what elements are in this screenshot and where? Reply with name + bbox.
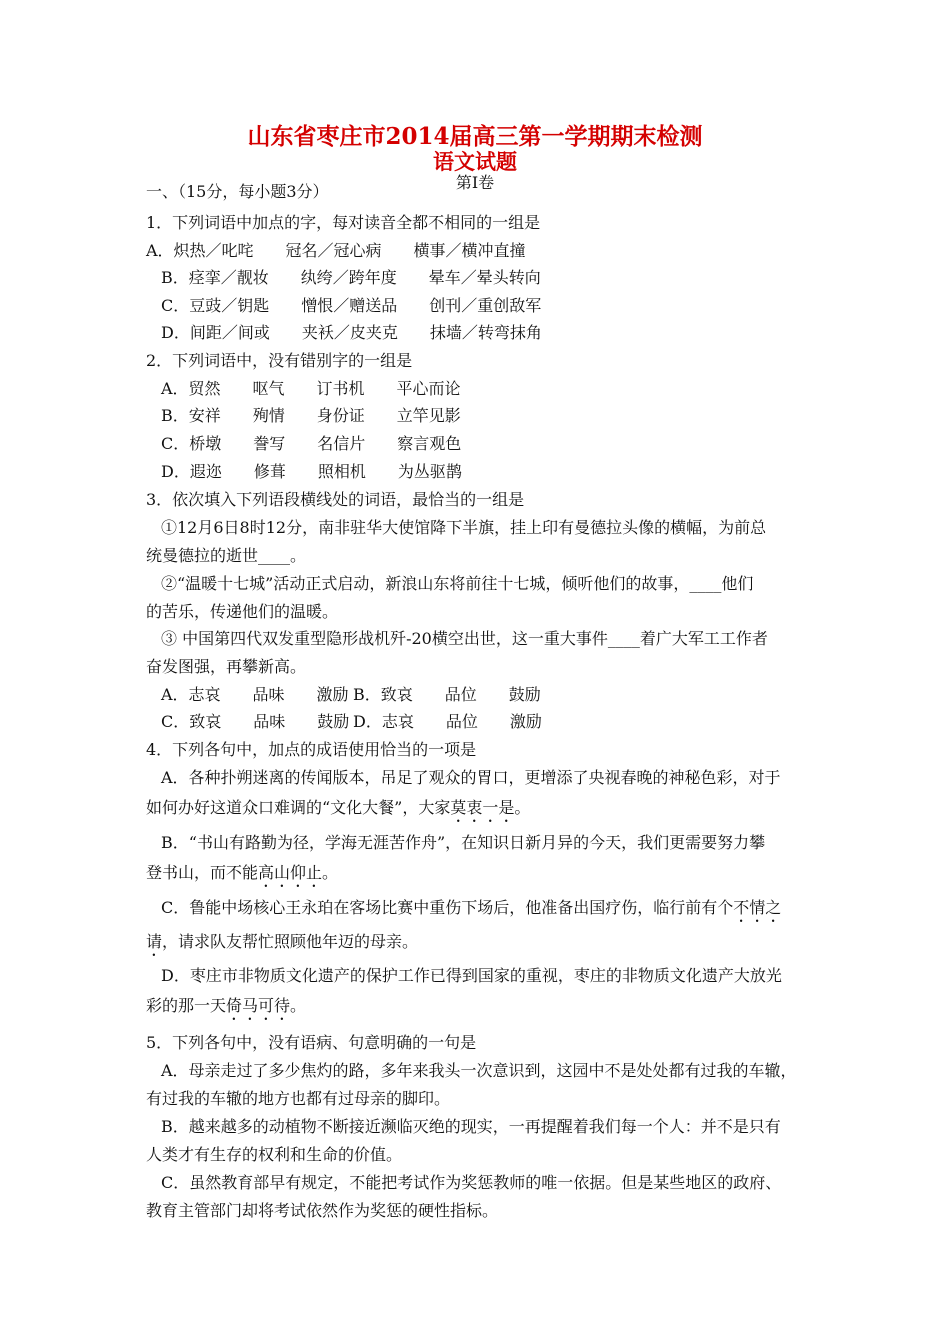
question-5-option-a: A．母亲走过了多少焦灼的路，多年来我头一次意识到，这园中不是处处都有过我的车辙， [161, 1061, 797, 1080]
question-4-option-a-cont: 如何办好这道众口难调的“文化大餐”，大家莫衷一是。 [146, 798, 531, 817]
question-2-option-a: A．贸然 呕气 订书机 平心而论 [161, 379, 461, 398]
question-4-option-b-cont: 登书山，而不能高山仰止。 [146, 863, 339, 882]
question-5-option-b: B．越来越多的动植物不断接近濒临灭绝的现实，一再提醒着我们每一个人：并不是只有 [161, 1117, 781, 1136]
question-1-option-a: A．炽热／叱咤 冠名／冠心病 横事／横冲直撞 [146, 241, 526, 260]
dotted-idiom: 倚马可待 [226, 996, 291, 1015]
question-4-stem: 4．下列各句中，加点的成语使用恰当的一项是 [146, 740, 477, 759]
question-1-option-d: D．间距／间或 夹袄／皮夹克 抹墙／转弯抹角 [161, 323, 542, 342]
question-3-passage-2: ②“温暖十七城”活动正式启动，新浪山东将前往十七城，倾听他们的故事，____他们 [161, 574, 754, 593]
dotted-idiom: 不情之 [733, 898, 782, 917]
exam-title: 山东省枣庄市2014届高三第一学期期末检测 [247, 123, 703, 150]
question-4-option-d: D．枣庄市非物质文化遗产的保护工作已得到国家的重视，枣庄的非物质文化遗产大放光 [161, 966, 782, 985]
question-1-option-c: C．豆豉／钥匙 憎恨／赠送品 创刊／重创敌军 [161, 296, 542, 315]
question-4-option-c: C．鲁能中场核心王永珀在客场比赛中重伤下场后，他准备出国疗伤，临行前有个不情之 [161, 898, 782, 917]
question-1-stem: 1．下列词语中加点的字，每对读音全都不相同的一组是 [146, 213, 541, 232]
question-3-passage-2-cont: 的苦乐，传递他们的温暖。 [146, 602, 339, 621]
section-heading: 一、（15分，每小题3分） [146, 182, 329, 201]
question-3-option-c: C．致哀 品味 鼓励 [161, 712, 350, 731]
question-3-passage-3: ③ 中国第四代双发重型隐形战机歼-20横空出世，这一重大事件____着广大军工工作者 [161, 629, 768, 648]
question-4-option-a: A．各种扑朔迷离的传闻版本，吊足了观众的胃口，更增添了央视春晚的神秘色彩，对于 [161, 768, 781, 787]
dotted-idiom: 莫衷一是 [450, 798, 515, 817]
question-3-passage-3-cont: 奋发图强，再攀新高。 [146, 657, 307, 676]
question-2-stem: 2．下列词语中，没有错别字的一组是 [146, 351, 413, 370]
question-3-option-a: A．志哀 品味 激励 [161, 685, 349, 704]
question-3-stem: 3．依次填入下列语段横线处的词语，最恰当的一组是 [146, 490, 525, 509]
question-5-stem: 5．下列各句中，没有语病、句意明确的一句是 [146, 1033, 477, 1052]
question-5-option-c: C．虽然教育部早有规定，不能把考试作为奖惩教师的唯一依据。但是某些地区的政府、 [161, 1173, 782, 1192]
question-4-option-b: B．“书山有路勤为径，学海无涯苦作舟”，在知识日新月异的今天，我们更需要努力攀 [161, 833, 766, 852]
question-1-option-b: B．痉挛／靓妆 纨绔／跨年度 晕车／晕头转向 [161, 268, 541, 287]
question-3-option-d: D．志哀 品位 激励 [353, 712, 542, 731]
question-3-option-b: B．致哀 品位 鼓励 [353, 685, 541, 704]
question-4-option-d-cont: 彩的那一天倚马可待。 [146, 996, 307, 1015]
question-2-option-d: D．遐迩 修葺 照相机 为丛驱鹊 [161, 462, 462, 481]
question-5-option-b-cont: 人类才有生存的权利和生命的价值。 [146, 1145, 403, 1164]
question-4-option-c-cont: 请，请求队友帮忙照顾他年迈的母亲。 [146, 932, 419, 951]
question-5-option-a-cont: 有过我的车辙的地方也都有过母亲的脚印。 [146, 1089, 451, 1108]
question-5-option-c-cont: 教育主管部门却将考试依然作为奖惩的硬性指标。 [146, 1201, 499, 1220]
question-2-option-b: B．安祥 殉情 身份证 立竿见影 [161, 406, 461, 425]
exam-subtitle: 语文试题 [433, 149, 517, 174]
question-2-option-c: C．桥墩 誊写 名信片 察言观色 [161, 434, 462, 453]
dotted-idiom: 高山仰止 [258, 863, 323, 882]
question-3-passage-1-cont: 统曼德拉的逝世____。 [146, 546, 307, 565]
volume-label: 第Ⅰ卷 [455, 173, 495, 192]
question-3-passage-1: ①12月6日8时12分，南非驻华大使馆降下半旗，挂上印有曼德拉头像的横幅，为前总 [161, 518, 767, 537]
dotted-idiom: 请 [146, 932, 163, 951]
